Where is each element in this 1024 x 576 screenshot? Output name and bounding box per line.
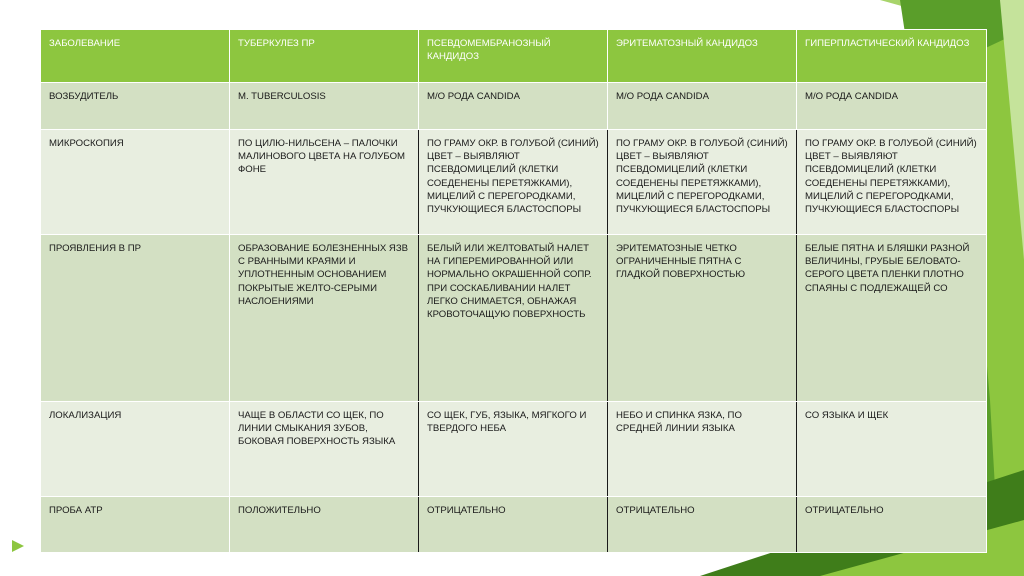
table-cell: М/О РОДА CANDIDA — [419, 83, 608, 130]
table-cell: ПО ГРАМУ ОКР. В ГОЛУБОЙ (СИНИЙ) ЦВЕТ – ВЫЯВЛЯЮТ ПСЕВДОМИЦЕЛИЙ (КЛЕТКИ СОЕДЕНЕНЫ ПЕРЕТЯЖКАМИ), МИЦЕЛИЙ С ПЕРЕГОРОДКАМИ, ПУЧКУЮЩИЕСЯ БЛАСТОСПОРЫ — [419, 130, 608, 235]
table-cell: ЛОКАЛИЗАЦИЯ — [41, 402, 230, 497]
table-cell: БЕЛЫЕ ПЯТНА И БЛЯШКИ РАЗНОЙ ВЕЛИЧИНЫ, ГРУБЫЕ БЕЛОВАТО-СЕРОГО ЦВЕТА ПЛЕНКИ ПЛОТНО СПАЯНЫ С ПОДЛЕЖАЩЕЙ СО — [797, 235, 987, 402]
table-cell: ОТРИЦАТЕЛЬНО — [419, 497, 608, 553]
table-cell: ПРОЯВЛЕНИЯ В ПР — [41, 235, 230, 402]
header-cell-pseudomembranous: ПСЕВДОМЕМБРАНОЗНЫЙ КАНДИДОЗ — [419, 30, 608, 83]
table-cell: МИКРОСКОПИЯ — [41, 130, 230, 235]
table-cell: БЕЛЫЙ ИЛИ ЖЕЛТОВАТЫЙ НАЛЕТ НА ГИПЕРЕМИРОВАННОЙ ИЛИ НОРМАЛЬНО ОКРАШЕННОЙ СОПР. ПРИ СОСКАБЛИВАНИИ НАЛЕТ ЛЕГКО СНИМАЕТСЯ, ОБНАЖАЯ КРОВОТОЧАЩУЮ ПОВЕРХНОСТЬ — [419, 235, 608, 402]
comparison-table — [40, 29, 987, 553]
header-cell-erythematous: ЭРИТЕМАТОЗНЫЙ КАНДИДОЗ — [608, 30, 797, 83]
table-cell: ПО ГРАМУ ОКР. В ГОЛУБОЙ (СИНИЙ) ЦВЕТ – ВЫЯВЛЯЮТ ПСЕВДОМИЦЕЛИЙ (КЛЕТКИ СОЕДЕНЕНЫ ПЕРЕТЯЖКАМИ), МИЦЕЛИЙ С ПЕРЕГОРОДКАМИ, ПУЧКУЮЩИЕСЯ БЛАСТОСПОРЫ — [608, 130, 797, 235]
table-row-localization — [41, 402, 987, 497]
table-cell: ЧАЩЕ В ОБЛАСТИ СО ЩЕК, ПО ЛИНИИ СМЫКАНИЯ ЗУБОВ, БОКОВАЯ ПОВЕРХНОСТЬ ЯЗЫКА — [230, 402, 419, 497]
header-cell-hyperplastic: ГИПЕРПЛАСТИЧЕСКИЙ КАНДИДОЗ — [797, 30, 987, 83]
table-row-microscopy — [41, 130, 987, 235]
table-cell: ВОЗБУДИТЕЛЬ — [41, 83, 230, 130]
comparison-table-container — [40, 29, 986, 552]
table-header-row — [41, 30, 987, 83]
table-cell: ЭРИТЕМАТОЗНЫЕ ЧЕТКО ОГРАНИЧЕННЫЕ ПЯТНА С ГЛАДКОЙ ПОВЕРХНОСТЬЮ — [608, 235, 797, 402]
table-cell: М/О РОДА CANDIDA — [608, 83, 797, 130]
table-cell: СО ЩЕК, ГУБ, ЯЗЫКА, МЯГКОГО И ТВЕРДОГО НЕБА — [419, 402, 608, 497]
table-cell: ОТРИЦАТЕЛЬНО — [797, 497, 987, 553]
table-cell: ПРОБА АТР — [41, 497, 230, 553]
table-cell: ПО ЦИЛЮ-НИЛЬСЕНА – ПАЛОЧКИ МАЛИНОВОГО ЦВЕТА НА ГОЛУБОМ ФОНЕ — [230, 130, 419, 235]
table-cell: ПО ГРАМУ ОКР. В ГОЛУБОЙ (СИНИЙ) ЦВЕТ – ВЫЯВЛЯЮТ ПСЕВДОМИЦЕЛИЙ (КЛЕТКИ СОЕДЕНЕНЫ ПЕРЕТЯЖКАМИ), МИЦЕЛИЙ С ПЕРЕГОРОДКАМИ, ПУЧКУЮЩИЕСЯ БЛАСТОСПОРЫ — [797, 130, 987, 235]
table-cell: M. TUBERCULOSIS — [230, 83, 419, 130]
table-row-manifestations — [41, 235, 987, 402]
table-cell: ПОЛОЖИТЕЛЬНО — [230, 497, 419, 553]
table-cell: М/О РОДА CANDIDA — [797, 83, 987, 130]
header-cell-disease: ЗАБОЛЕВАНИЕ — [41, 30, 230, 83]
table-row-pathogen — [41, 83, 987, 130]
table-cell: НЕБО И СПИНКА ЯЗКА, ПО СРЕДНЕЙ ЛИНИИ ЯЗЫКА — [608, 402, 797, 497]
header-cell-tuberculosis: ТУБЕРКУЛЕЗ ПР — [230, 30, 419, 83]
table-cell: ОТРИЦАТЕЛЬНО — [608, 497, 797, 553]
table-cell: ОБРАЗОВАНИЕ БОЛЕЗНЕННЫХ ЯЗВ С РВАННЫМИ КРАЯМИ И УПЛОТНЕННЫМ ОСНОВАНИЕМ ПОКРЫТЫЕ ЖЕЛТО-СЕРЫМИ НАСЛОЕНИЯМИ — [230, 235, 419, 402]
table-cell: СО ЯЗЫКА И ЩЕК — [797, 402, 987, 497]
table-row-atr-test — [41, 497, 987, 553]
deco-arrow-bullet — [12, 540, 24, 552]
